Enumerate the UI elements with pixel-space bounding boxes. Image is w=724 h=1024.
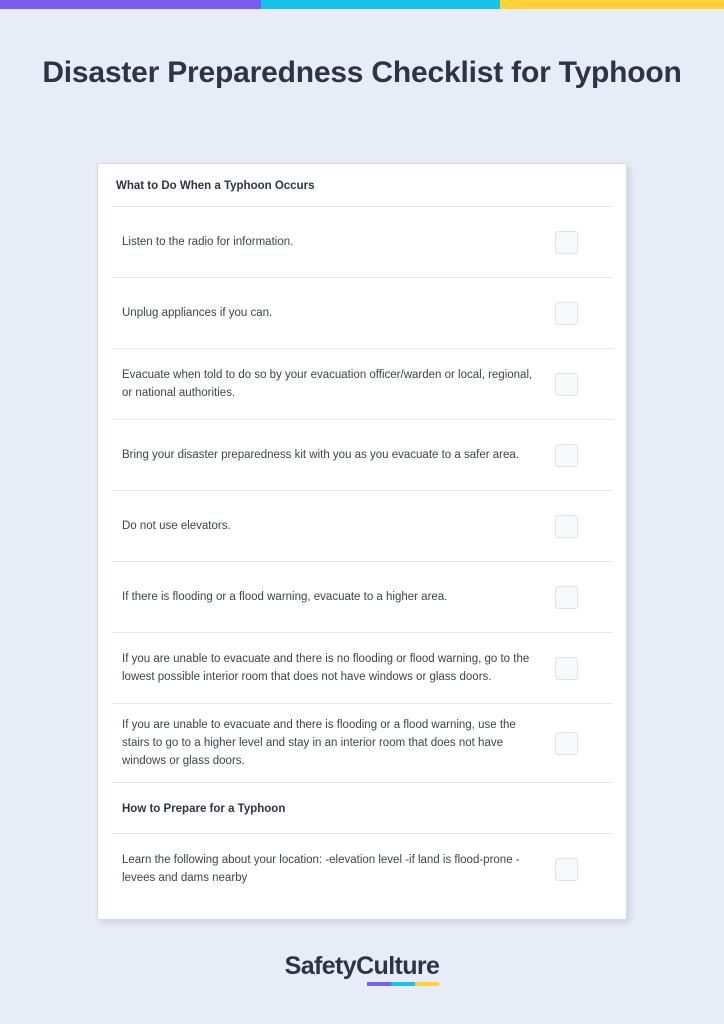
- section-heading-2: How to Prepare for a Typhoon: [112, 782, 612, 833]
- topbar-segment-yellow: [500, 0, 724, 9]
- list-item-label: If you are unable to evacuate and there is no flooding or flood warning, go to the lowest possible interior room that does not have windows or glass doors.: [122, 653, 530, 683]
- section-heading-1: What to Do When a Typhoon Occurs: [116, 180, 315, 192]
- checkbox[interactable]: [555, 732, 578, 755]
- list-item[interactable]: [112, 833, 612, 904]
- checkbox[interactable]: [555, 302, 578, 325]
- list-item[interactable]: [112, 632, 612, 703]
- list-item[interactable]: [112, 703, 612, 782]
- list-item-label: Listen to the radio for information.: [122, 236, 294, 248]
- safetyculture-logo: [285, 952, 440, 981]
- checkbox[interactable]: [555, 515, 578, 538]
- list-item[interactable]: [112, 561, 612, 632]
- checkbox[interactable]: [555, 373, 578, 396]
- list-item-label: If there is flooding or a flood warning, evacuate to a higher area.: [122, 591, 448, 603]
- top-color-bar: [0, 0, 724, 9]
- list-item[interactable]: [112, 277, 612, 348]
- logo-underline-yellow: [415, 982, 439, 986]
- list-item-label: Learn the following about your location: -elevation level -if land is flood-prone -levees and dams nearby: [122, 854, 520, 884]
- list-item-label: Bring your disaster preparedness kit with you as you evacuate to a safer area.: [122, 449, 519, 461]
- list-item[interactable]: [112, 419, 612, 490]
- checklist-card: [97, 163, 627, 920]
- logo-underline-cyan: [391, 982, 415, 986]
- logo-text-culture: Culture: [356, 952, 440, 980]
- checkbox[interactable]: [555, 586, 578, 609]
- checkbox[interactable]: [555, 444, 578, 467]
- list-item-label: Unplug appliances if you can.: [122, 307, 273, 319]
- checkbox[interactable]: [555, 231, 578, 254]
- logo-underline-purple: [367, 982, 391, 986]
- topbar-segment-cyan: [261, 0, 500, 9]
- page-title: Disaster Preparedness Checklist for Typhoon: [42, 56, 682, 89]
- list-item-label: If you are unable to evacuate and there is flooding or a flood warning, use the stairs to go to a higher level and stay in an interior room that does not have windows or glass doors.: [122, 719, 516, 767]
- checkbox[interactable]: [555, 858, 578, 881]
- logo-underline: [367, 982, 440, 986]
- list-item-label: Do not use elevators.: [122, 520, 231, 532]
- checklist-section-1-rows: [98, 206, 626, 782]
- list-item[interactable]: [112, 490, 612, 561]
- footer: [0, 952, 724, 981]
- checkbox[interactable]: [555, 657, 578, 680]
- topbar-segment-purple: [0, 0, 261, 9]
- list-item-label: Evacuate when told to do so by your evacuation officer/warden or local, regional, or national authorities.: [122, 369, 533, 399]
- list-item[interactable]: [112, 348, 612, 419]
- checklist-section-2-rows: [98, 833, 626, 904]
- logo-text-safety: Safety: [284, 952, 357, 980]
- list-item[interactable]: [112, 206, 612, 277]
